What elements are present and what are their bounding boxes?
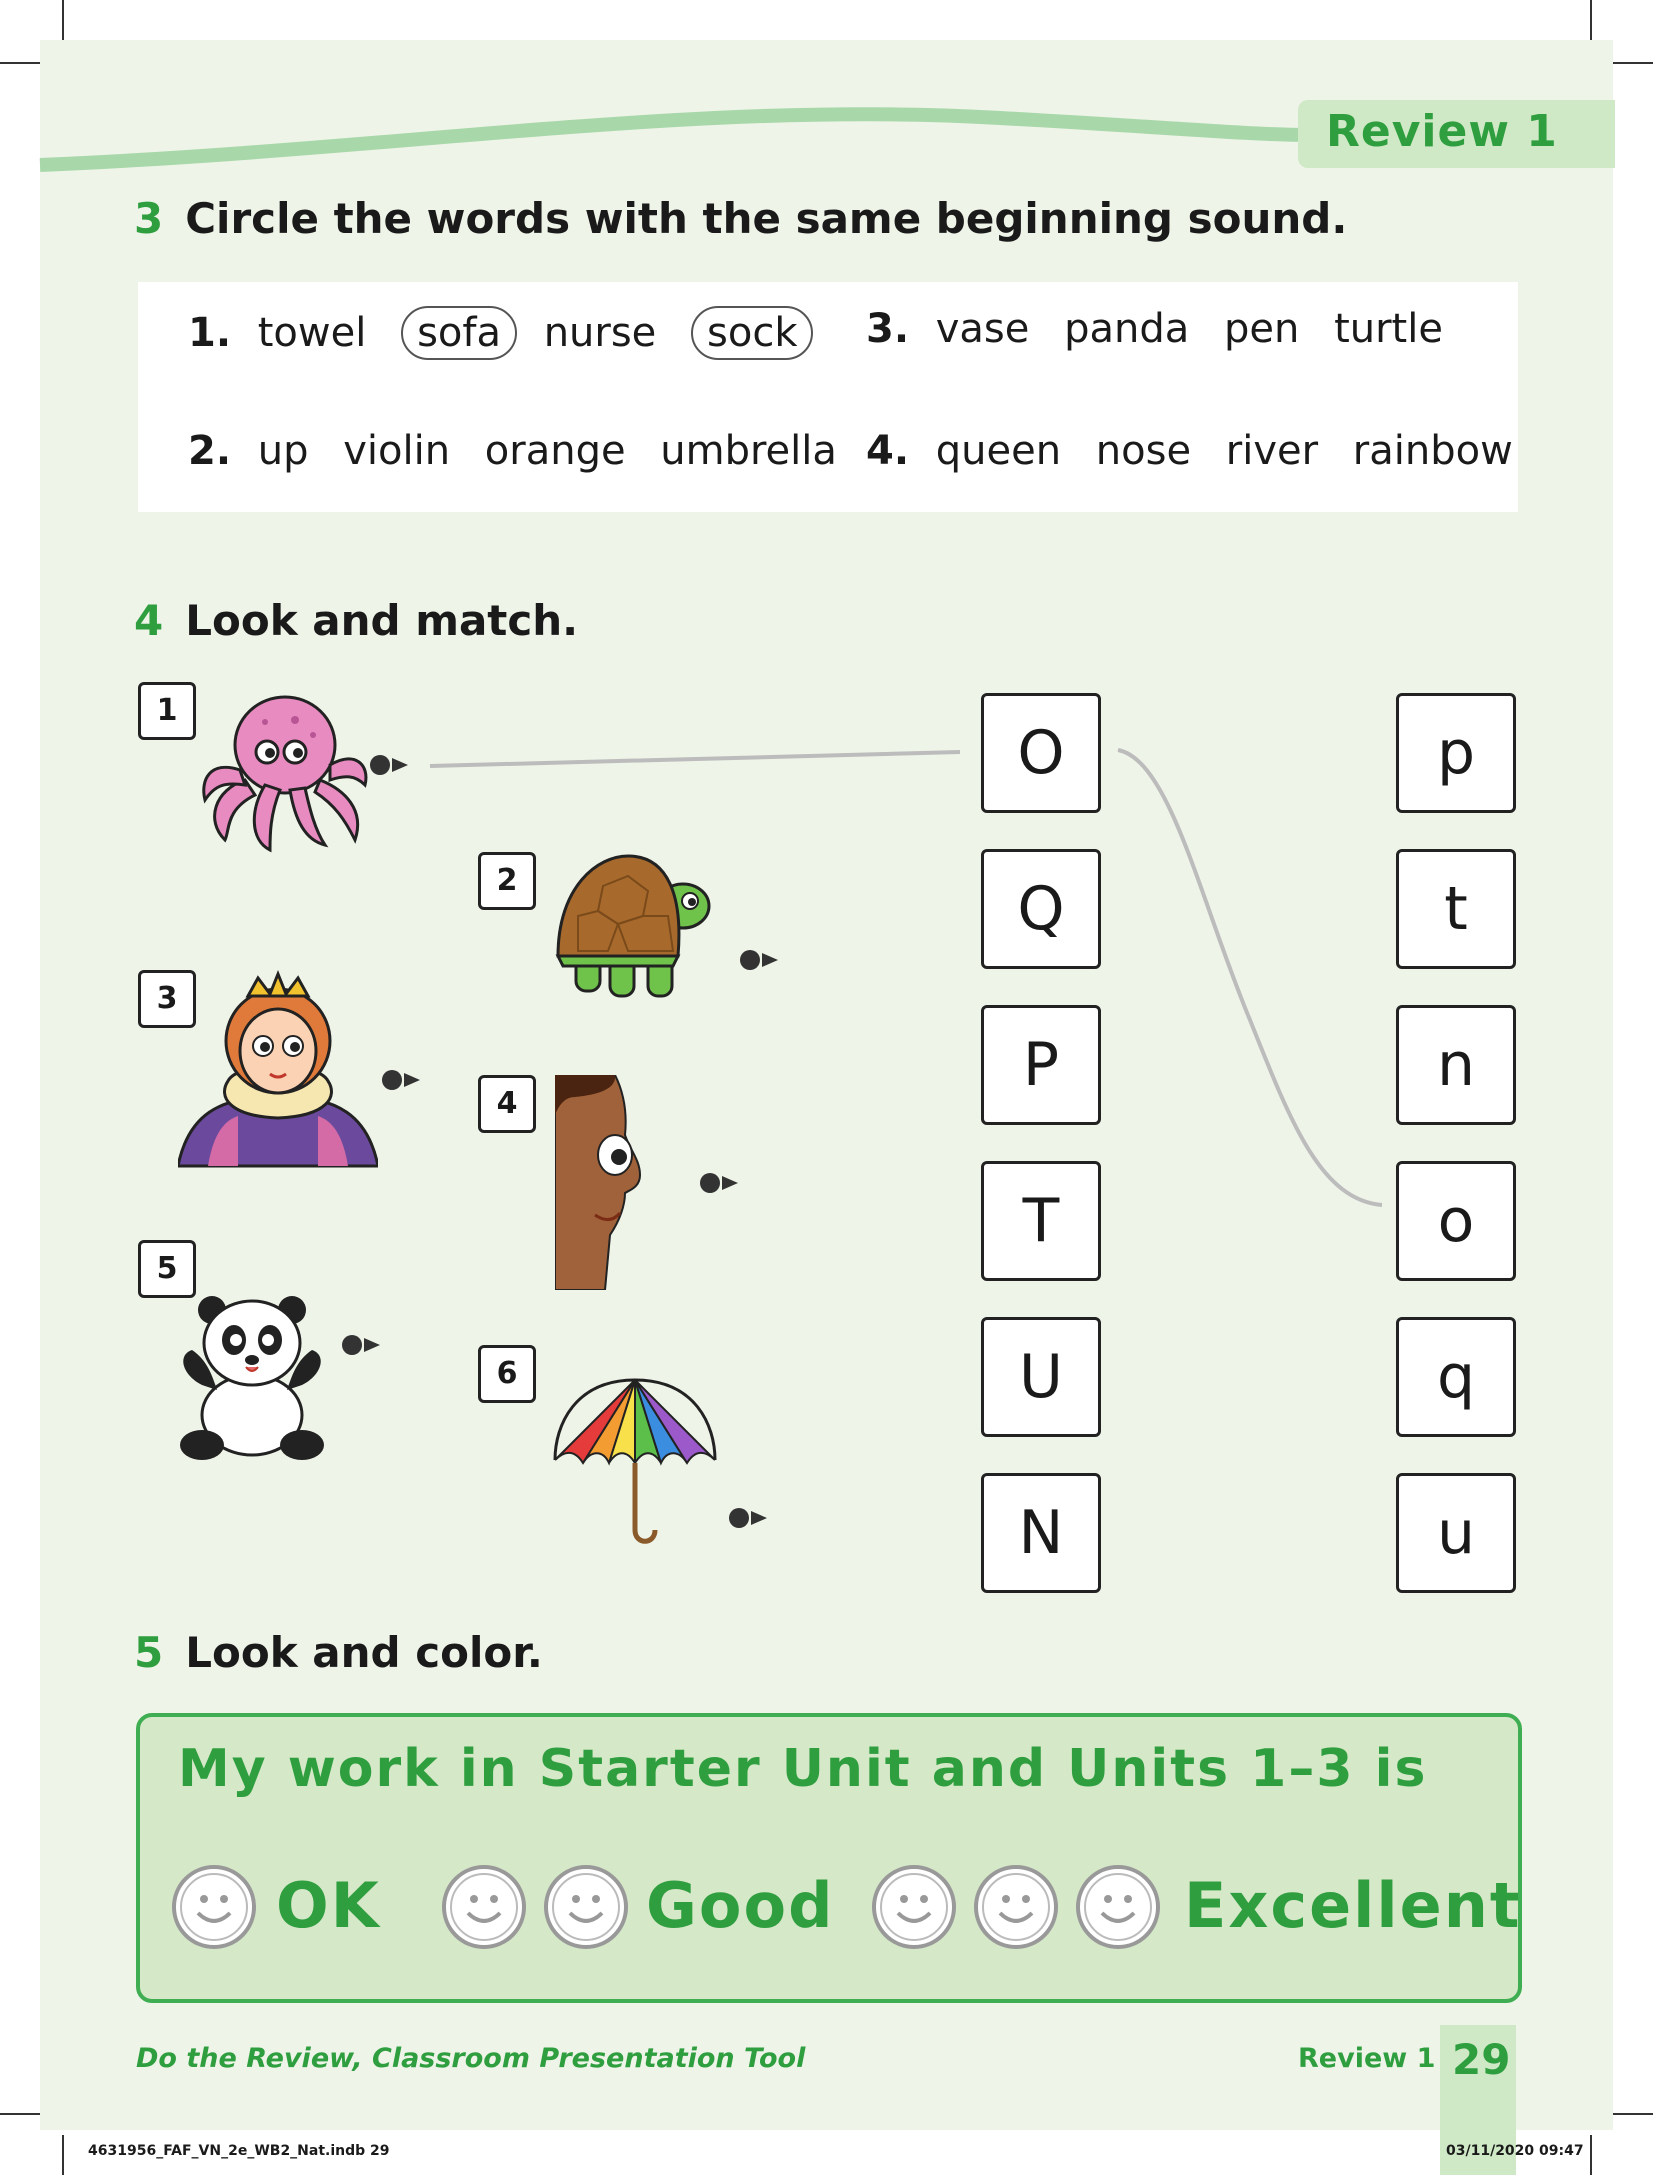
word[interactable]: nose	[1095, 428, 1192, 474]
uppercase-letter-box[interactable]: P	[981, 1005, 1101, 1125]
rating-good: Good	[646, 1869, 835, 1942]
footer-section: Review 1	[1298, 2043, 1436, 2074]
smiley-face-icon[interactable]	[870, 1863, 958, 1951]
picture-number: 1	[138, 682, 196, 740]
uppercase-letter-box[interactable]: Q	[981, 849, 1101, 969]
word[interactable]: river	[1225, 428, 1319, 474]
word[interactable]: orange	[484, 428, 626, 474]
word[interactable]: umbrella	[660, 428, 837, 474]
print-slug-file: 4631956_FAF_VN_2e_WB2_Nat.indb 29	[88, 2143, 390, 2159]
row-number: 4.	[866, 428, 910, 474]
self-assessment-title: My work in Starter Unit and Units 1–3 is	[178, 1739, 1428, 1799]
row-number: 1.	[188, 310, 232, 356]
lowercase-letter-box[interactable]: n	[1396, 1005, 1516, 1125]
exercise-instruction: Circle the words with the same beginning sound.	[185, 194, 1348, 243]
page-number: 29	[1452, 2035, 1511, 2084]
smiley-face-icon[interactable]	[542, 1863, 630, 1951]
review-tab-label: Review 1	[1326, 106, 1558, 157]
smiley-face-icon[interactable]	[170, 1863, 258, 1951]
word[interactable]: vase	[935, 306, 1030, 352]
word-circled[interactable]: sock	[691, 306, 813, 360]
word-circled[interactable]: sofa	[401, 306, 517, 360]
lowercase-letter-box[interactable]: u	[1396, 1473, 1516, 1593]
word[interactable]: violin	[343, 428, 451, 474]
print-slug-date: 03/11/2020 09:47	[1446, 2143, 1584, 2159]
picture-number: 6	[478, 1345, 536, 1403]
lowercase-letter-box[interactable]: o	[1396, 1161, 1516, 1281]
uppercase-letter-box[interactable]: N	[981, 1473, 1101, 1593]
word[interactable]: nurse	[543, 310, 657, 356]
lowercase-letter-box[interactable]: p	[1396, 693, 1516, 813]
word[interactable]: pen	[1223, 306, 1300, 352]
picture-number: 4	[478, 1075, 536, 1133]
lowercase-letter-box[interactable]: q	[1396, 1317, 1516, 1437]
word[interactable]: up	[257, 428, 309, 474]
word[interactable]: towel	[257, 310, 367, 356]
uppercase-letter-box[interactable]: T	[981, 1161, 1101, 1281]
picture-number: 3	[138, 970, 196, 1028]
picture-number: 5	[138, 1240, 196, 1298]
exercise-5-heading	[134, 1628, 543, 1677]
rating-ok: OK	[276, 1869, 381, 1942]
uppercase-letter-box[interactable]: U	[981, 1317, 1101, 1437]
lowercase-letter-box[interactable]: t	[1396, 849, 1516, 969]
self-assessment-box	[136, 1713, 1522, 2003]
smiley-face-icon[interactable]	[440, 1863, 528, 1951]
exercise-number: 3	[134, 194, 164, 243]
word[interactable]: queen	[935, 428, 1062, 474]
uppercase-letter-box[interactable]: O	[981, 693, 1101, 813]
exercise-number: 5	[134, 1628, 164, 1677]
exercise-instruction: Look and color.	[185, 1628, 543, 1677]
exercise-instruction: Look and match.	[185, 596, 579, 645]
smiley-face-icon[interactable]	[1074, 1863, 1162, 1951]
smiley-face-icon[interactable]	[972, 1863, 1060, 1951]
picture-number: 2	[478, 852, 536, 910]
exercise-number: 4	[134, 596, 164, 645]
row-number: 2.	[188, 428, 232, 474]
word[interactable]: turtle	[1334, 306, 1443, 352]
rating-excellent: Excellent	[1184, 1869, 1522, 1942]
word[interactable]: rainbow	[1352, 428, 1513, 474]
row-number: 3.	[866, 306, 910, 352]
word[interactable]: panda	[1064, 306, 1190, 352]
footer-link[interactable]: Do the Review, Classroom Presentation Tool	[136, 2043, 806, 2074]
